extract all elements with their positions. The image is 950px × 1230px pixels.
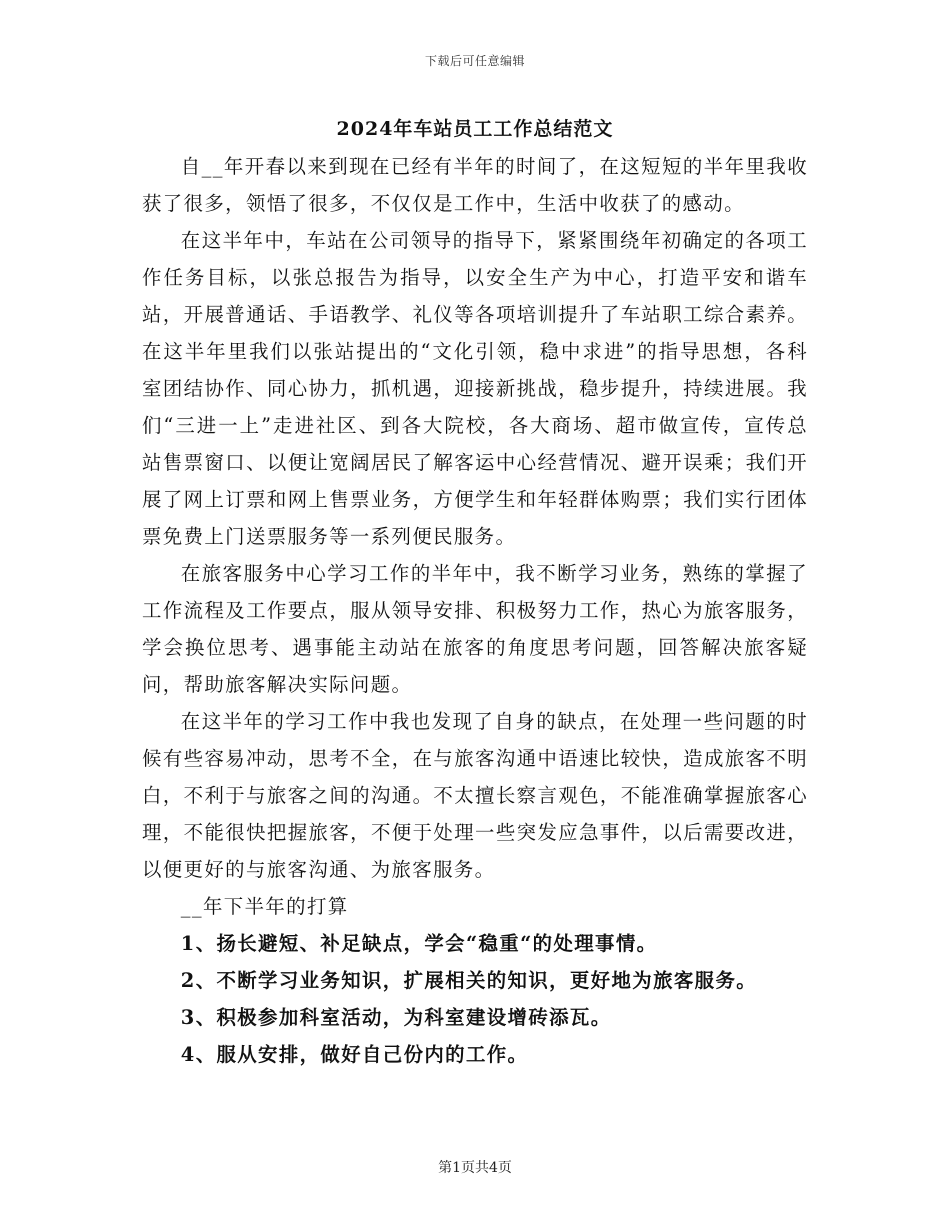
paragraph-station-work: 在这半年中，车站在公司领导的指导下，紧紧围绕年初确定的各项工作任务目标，以张总报告为指导，以安全生产为中心，打造平安和谐车站，开展普通话、手语教学、礼仪等各项培训提升了车站职工综合素养。在这半年里我们以张站提出的“文化引领，稳中求进”的指导思想，各科室团结协作、同心协力，抓机遇，迎接新挑战，稳步提升，持续进展。我们“三进一上”走进社区、到各大院校，各大商场、超市做宣传，宣传总站售票窗口、以便让宽阔居民了解客运中心经营情况、避开误乘；我们开展了网上订票和网上售票业务，方便学生和年轻群体购票；我们实行团体票免费上门送票服务等一系列便民服务。 [142,229,808,548]
paragraph-shortcomings: 在这半年的学习工作中我也发现了自身的缺点，在处理一些问题的时候有些容易冲动，思考不全，在与旅客沟通中语速比较快，造成旅客不明白，不利于与旅客之间的沟通。不太擅长察言观色，不能准确掌握旅客心理，不能很快把握旅客，不便于处理一些突发应急事件，以后需要改进，以便更好的与旅客沟通、为旅客服务。 [142,710,808,881]
plan-item: 2、不断学习业务知识，扩展相关的知识，更好地为旅客服务。 [180,969,758,992]
paragraph-service-center: 在旅客服务中心学习工作的半年中，我不断学习业务，熟练的掌握了工作流程及工作要点，服从领导安排、积极努力工作，热心为旅客服务，学会换位思考、遇事能主动站在旅客的角度思考问题，回答解决旅客疑问，帮助旅客解决实际问题。 [142,562,808,696]
document-title: 2024年车站员工工作总结范文 [336,118,614,140]
plan-item: 3、积极参加科室活动，为科室建设增砖添瓦。 [180,1006,612,1029]
plan-item: 1、扬长避短、补足缺点，学会“稳重“的处理事情。 [180,932,658,955]
document-body [142,148,808,1073]
paragraph-intro: 自__年开春以来到现在已经有半年的时间了，在这短短的半年里我收获了很多，领悟了很多，不仅仅是工作中，生活中收获了的感动。 [142,155,808,215]
header-note: 下载后可任意编辑 [424,54,525,68]
page-number-footer: 第1页共4页 [438,1160,512,1176]
plan-item: 4、服从安排，做好自己份内的工作。 [180,1043,529,1066]
plan-heading: __年下半年的打算 [180,895,349,918]
